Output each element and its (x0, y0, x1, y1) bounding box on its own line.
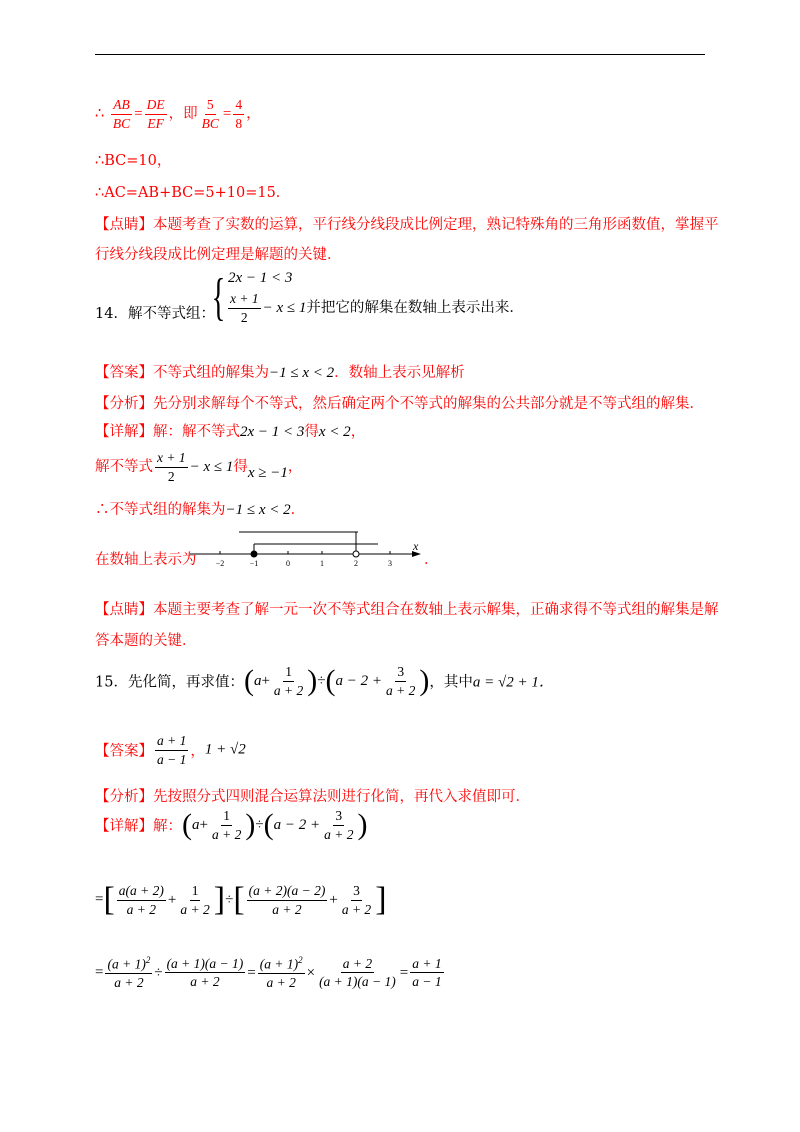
tick-label: 2 (354, 559, 358, 568)
system-brace: { (211, 269, 226, 326)
detail-15-step1: =[ $\frac{a(a + 2)}{a + 2}$ + $\frac{1}{a + 2}$ ]÷[ $\frac{(a + 2)(a - 2)}{a + 2}$ + $\frac{3}{a + 2}$ ] (95, 881, 387, 919)
number-line-caption: 在数轴上表示为 (95, 552, 197, 568)
tick-label: −1 (249, 559, 259, 568)
tick-label: 0 (286, 559, 290, 568)
inequality-1: 2x − 1 < 3 (228, 270, 293, 286)
fraction-de-ef: $\frac{DE}{EF}$ (146, 97, 165, 131)
axis-label: x (413, 539, 419, 553)
detail-15-line1: 【详解】解：(a+ $\frac{1}{a + 2}$ )÷(a − 2 + $\frac{3}{a + 2}$ ) (95, 808, 368, 842)
detail-14-line3: ∴不等式组的解集为−1 ≤ x < 2． (95, 502, 306, 518)
ratio-line: ∴ $\frac{AB}{BC}$ = $\frac{DE}{EF}$ ，即 $\frac{5}{BC}$ = $\frac{4}{8}$ ， (95, 97, 261, 131)
header-rule (95, 54, 705, 55)
question-14-prefix: 14．解不等式组： (95, 306, 215, 322)
analysis-14: 【分析】先分别求解每个不等式，然后确定两个不等式的解集的公共部分就是不等式组的解集． (95, 396, 704, 412)
dianjing-13-line2: 行线分线段成比例定理是解题的关键． (95, 247, 342, 263)
answer-14: 【答案】不等式组的解集为−1 ≤ x < 2．数轴上表示见解析 (95, 365, 465, 381)
dianjing-14-line1: 【点睛】本题主要考查了解一元一次不等式组合在数轴上表示解集，正确求得不等式组的解集是解 (95, 602, 719, 618)
detail-15-step2: = $\frac{(a + 1)^2}{a + 2}$ ÷ $\frac{(a + 1)(a - 1)}{a + 2}$ = $\frac{(a + 1)^2}{a + 2}$ × $\frac{a + 2}{(a + 1)(a - 1)}$ = $\frac{a + 1}{a - 1}$ (95, 955, 442, 991)
dianjing-13-line1: 【点睛】本题考查了实数的运算，平行线分线段成比例定理，熟记特殊角的三角形函数值，掌握平 (95, 217, 719, 233)
analysis-15: 【分析】先按照分式四则混合运算法则进行化简，再代入求值即可． (95, 789, 530, 805)
number-line-period: ． (424, 552, 439, 568)
tick-label: −2 (215, 559, 225, 568)
dianjing-14-line2: 答本题的关键． (95, 633, 197, 649)
tick-label: 3 (388, 559, 392, 568)
open-point (353, 551, 359, 557)
therefore-symbol: ∴ (95, 106, 105, 123)
detail-14-line1: 【详解】解：解不等式2x − 1 < 3得x < 2， (95, 424, 366, 440)
bc-result: ∴BC=10， (95, 153, 172, 169)
closed-point (251, 551, 257, 557)
detail-14-line2: 解不等式 $\frac{x + 1}{2}$ − x ≤ 1得x ≥ −1， (95, 450, 303, 484)
question-15: 15．先化简，再求值：(a+ $\frac{1}{a + 2}$ )÷(a − 2 + $\frac{3}{a + 2}$ )，其中a = √2 + 1． (95, 664, 554, 698)
answer-15: 【答案】 $\frac{a + 1}{a - 1}$ ，1 + √2 (95, 733, 246, 767)
tick-label: 1 (320, 559, 324, 568)
fraction-4-8: $\frac{4}{8}$ (235, 97, 243, 131)
ac-result: ∴AC=AB+BC=5+10=15． (95, 185, 291, 201)
fraction-ab-bc: $\frac{AB}{BC}$ (112, 97, 131, 131)
number-line (190, 526, 430, 574)
fraction-5-bc: $\frac{5}{BC}$ (201, 97, 219, 131)
inequality-2: $\frac{x + 1}{2}$ − x ≤ 1并把它的解集在数轴上表示出来． (230, 291, 524, 325)
